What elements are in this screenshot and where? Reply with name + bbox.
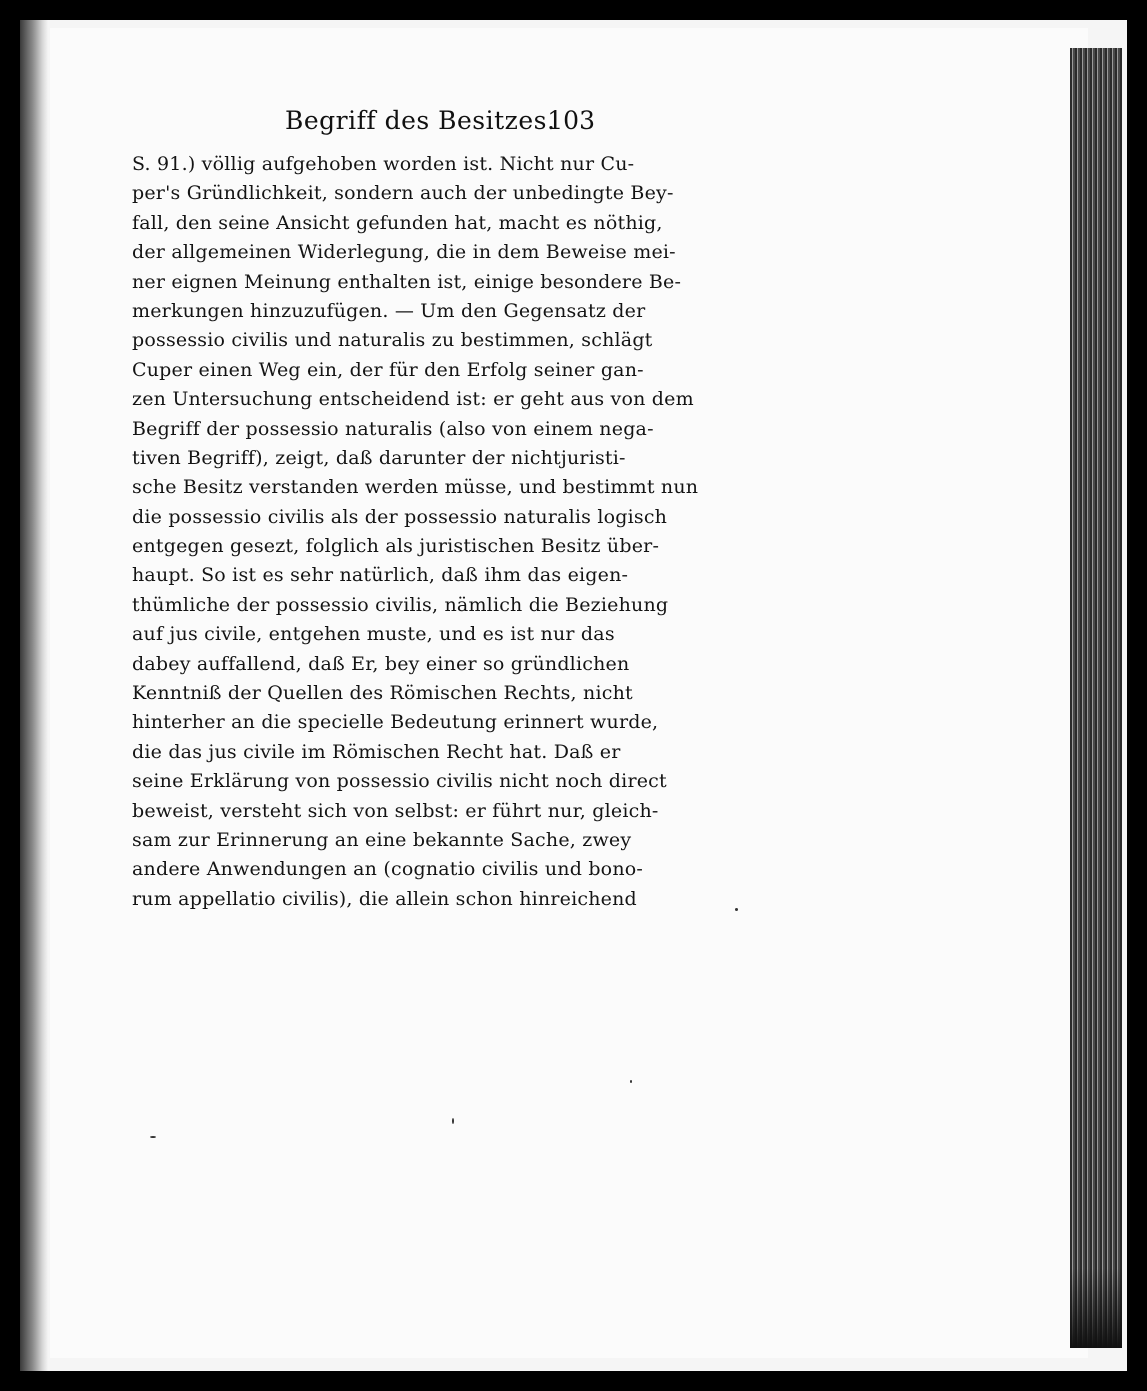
text-line: sam zur Erinnerung an eine bekannte Sache, zwey (132, 828, 632, 851)
text-line: auf jus civile, entgehen muste, und es ist nur das (132, 623, 615, 646)
text-line: S. 91.) völlig aufgehoben worden ist. Nicht nur Cu- (132, 153, 635, 175)
text-line: zen Untersuchung entscheidend ist: er geht aus von dem (132, 388, 694, 411)
text-line: seine Erklärung von possessio civilis nicht noch direct (132, 770, 667, 793)
text-line: andere Anwendungen an (cognatio civilis und bono- (132, 858, 644, 881)
text-line: tiven Begriff), zeigt, daß darunter der nichtjuristi- (132, 446, 626, 469)
scan-paper (20, 20, 1127, 1371)
text-line: der allgemeinen Widerlegung, die in dem Beweise mei- (132, 241, 676, 264)
text-line: die das jus civile im Römischen Recht hat. Daß er (132, 740, 621, 763)
body-text (132, 150, 699, 914)
paper-speck (452, 1118, 454, 1124)
page-number: 103 (547, 106, 595, 135)
text-line: haupt. So ist es sehr natürlich, daß ihm das eigen- (132, 564, 629, 587)
text-line: rum appellatio civilis), die allein schon hinreichend (132, 887, 637, 910)
text-line: sche Besitz verstanden werden müsse, und bestimmt nun (132, 476, 699, 499)
text-line: Cuper einen Weg ein, der für den Erfolg seiner gan- (132, 358, 644, 381)
text-line: fall, den seine Ansicht gefunden hat, macht es nöthig, (132, 211, 663, 234)
text-line: Begriff der possessio naturalis (also von einem nega- (132, 417, 654, 440)
text-line: possessio civilis und naturalis zu bestimmen, schlägt (132, 329, 653, 352)
running-head-title: Begriff des Besitzes. (285, 106, 556, 135)
running-head (255, 106, 615, 146)
text-line: dabey auffallend, daß Er, bey einer so gründlichen (132, 652, 630, 675)
paper-speck (630, 1080, 632, 1083)
text-line: merkungen hinzuzufügen. — Um den Gegensatz der (132, 299, 646, 322)
paper-speck (150, 1136, 156, 1138)
text-line: per's Gründlichkeit, sondern auch der unbedingte Bey- (132, 182, 674, 205)
book-gutter-shadow (20, 20, 48, 1371)
text-line: entgegen gesezt, folglich als juristischen Besitz über- (132, 535, 660, 558)
text-line: thümliche der possessio civilis, nämlich die Beziehung (132, 593, 669, 616)
stacked-page-edges (1070, 48, 1122, 1348)
paper-speck (735, 908, 738, 911)
text-line: Kenntniß der Quellen des Römischen Rechts, nicht (132, 682, 633, 705)
text-line: hinterher an die specielle Bedeutung erinnert wurde, (132, 711, 659, 734)
text-line: die possessio civilis als der possessio naturalis logisch (132, 505, 668, 528)
book-page (50, 28, 1088, 1358)
text-line: ner eignen Meinung enthalten ist, einige besondere Be- (132, 270, 682, 293)
text-line: beweist, versteht sich von selbst: er führt nur, gleich- (132, 799, 659, 822)
